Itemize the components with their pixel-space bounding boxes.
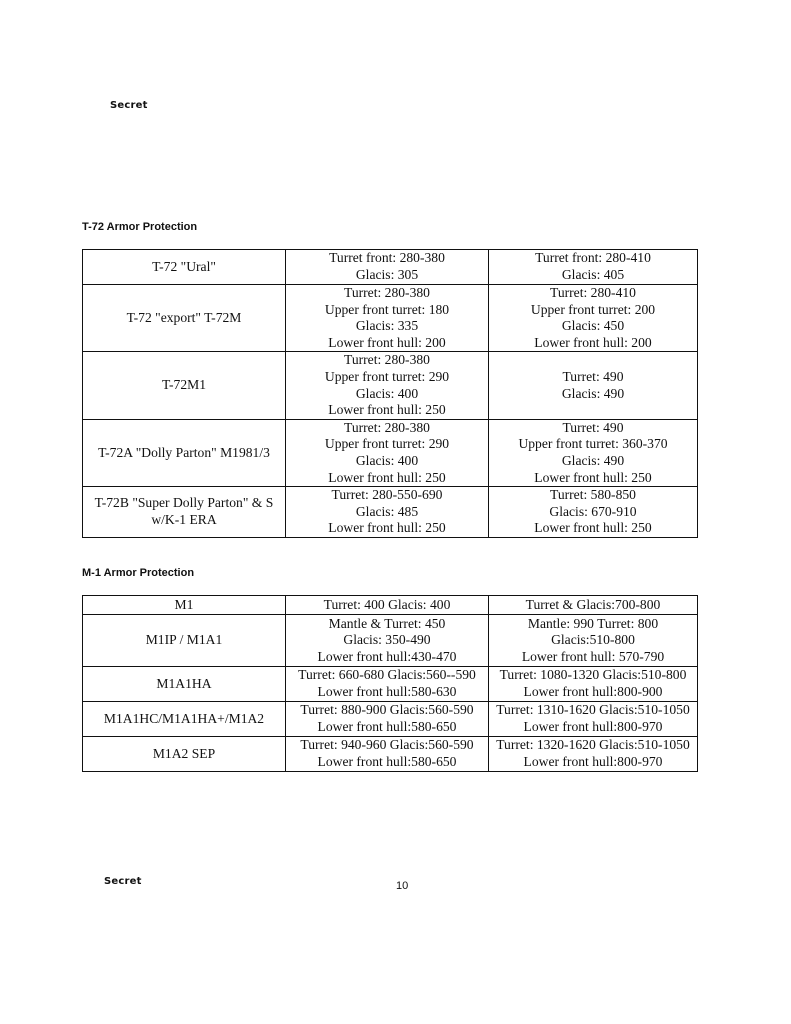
armor-value-cell — [286, 667, 489, 702]
armor-line: Lower front hull:800-970 — [523, 754, 663, 769]
armor-value-cell — [489, 487, 698, 538]
armor-line: Turret: 880-900 Glacis:560-590 — [300, 702, 474, 718]
armor-line: Glacis: 670-910 — [549, 503, 637, 519]
armor-value-cell — [489, 737, 698, 772]
armor-line: Turret: 660-680 Glacis:560--590 — [298, 667, 476, 683]
vehicle-name-cell: M1IP / M1A1 — [83, 615, 286, 667]
armor-value-cell — [286, 250, 489, 285]
armor-value-cell — [489, 596, 698, 615]
armor-line: Glacis: 405 — [561, 267, 625, 282]
armor-value-cell — [286, 596, 489, 615]
armor-value-cell — [286, 419, 489, 486]
armor-value-cell — [489, 667, 698, 702]
armor-line: Glacis: 490 — [561, 385, 625, 401]
armor-line: Turret: 940-960 Glacis:560-590 — [300, 737, 474, 753]
armor-line: Lower front hull: 200 — [534, 334, 652, 350]
armor-value-cell — [286, 615, 489, 667]
table-row — [83, 487, 698, 538]
m1-armor-table — [82, 595, 698, 772]
table-row — [83, 419, 698, 486]
armor-value-cell — [489, 250, 698, 285]
armor-line: Upper front turret: 290 — [324, 436, 450, 452]
table-row — [83, 596, 698, 615]
armor-line: Glacis: 305 — [355, 267, 419, 282]
armor-line: Turret: 280-410 — [550, 285, 636, 300]
armor-line: Glacis: 490 — [561, 452, 625, 468]
armor-line: Lower front hull:580-650 — [317, 719, 457, 734]
vehicle-name-cell: T-72 "export" T-72M — [83, 285, 286, 352]
armor-line: Lower front hull:580-650 — [317, 754, 457, 769]
armor-line: Glacis: 485 — [355, 503, 419, 519]
armor-line: Glacis:510-800 — [551, 632, 635, 648]
armor-line: Glacis: 450 — [561, 318, 625, 334]
armor-line: Lower front hull: 250 — [534, 520, 652, 536]
armor-line: Turret & Glacis:700-800 — [525, 596, 661, 612]
armor-line: Lower front hull: 200 — [328, 334, 446, 350]
armor-value-cell — [489, 615, 698, 667]
table-row — [83, 667, 698, 702]
armor-line: Turret: 280-550-690 — [331, 487, 443, 503]
vehicle-name-cell: M1A1HA — [83, 667, 286, 702]
armor-line: Turret front: 280-410 — [535, 250, 651, 266]
armor-line: Turret: 280-380 — [344, 352, 430, 368]
armor-line: Upper front turret: 180 — [324, 301, 450, 317]
armor-line: Glacis: 335 — [355, 318, 419, 334]
armor-line: Lower front hull: 250 — [328, 469, 446, 485]
armor-line: Turret: 580-850 — [550, 487, 636, 503]
table-row — [83, 615, 698, 667]
armor-line: Glacis: 400 — [355, 385, 419, 401]
armor-line: Glacis: 400 — [355, 452, 419, 468]
armor-value-cell — [489, 352, 698, 419]
armor-line: Lower front hull:800-900 — [523, 684, 663, 699]
armor-line: Lower front hull: 570-790 — [521, 648, 665, 664]
vehicle-name-cell: T-72B "Super Dolly Parton" & S w/K-1 ERA — [83, 487, 286, 538]
armor-line: Glacis: 350-490 — [343, 632, 431, 648]
classification-marking-bottom: Secret — [104, 876, 142, 887]
armor-line: Turret: 400 Glacis: 400 — [323, 596, 451, 612]
armor-value-cell — [286, 737, 489, 772]
vehicle-name-cell: T-72M1 — [83, 352, 286, 419]
armor-line: Turret: 490 — [562, 368, 624, 384]
armor-value-cell — [286, 702, 489, 737]
vehicle-name-cell: T-72 "Ural" — [83, 250, 286, 285]
armor-value-cell — [286, 285, 489, 352]
armor-line: Lower front hull: 250 — [534, 469, 652, 485]
t72-section-title: T-72 Armor Protection — [82, 221, 198, 233]
armor-line: Lower front hull: 250 — [328, 520, 446, 536]
vehicle-name-cell: T-72A "Dolly Parton" M1981/3 — [83, 419, 286, 486]
table-row — [83, 250, 698, 285]
page-number: 10 — [396, 880, 409, 892]
armor-value-cell — [489, 702, 698, 737]
armor-line: Turret: 280-380 — [344, 419, 430, 435]
armor-line: Mantle & Turret: 450 — [328, 615, 446, 631]
vehicle-name-cell: M1A2 SEP — [83, 737, 286, 772]
armor-line: Lower front hull:800-970 — [523, 719, 663, 734]
armor-line: Lower front hull:580-630 — [317, 684, 457, 699]
vehicle-name-cell: M1A1HC/M1A1HA+/M1A2 — [83, 702, 286, 737]
armor-line: Mantle: 990 Turret: 800 — [527, 615, 659, 631]
t72-armor-table — [82, 249, 698, 538]
armor-line: Turret: 1310-1620 Glacis:510-1050 — [496, 702, 690, 718]
table-row — [83, 285, 698, 352]
armor-value-cell — [489, 419, 698, 486]
armor-line: Upper front turret: 200 — [530, 301, 656, 317]
armor-line: Lower front hull: 250 — [328, 402, 446, 418]
m1-section-title: M-1 Armor Protection — [82, 567, 195, 579]
table-row — [83, 352, 698, 419]
table-row — [83, 737, 698, 772]
armor-line: Turret: 1320-1620 Glacis:510-1050 — [496, 737, 690, 753]
armor-line: Lower front hull:430-470 — [317, 648, 457, 664]
armor-line: Upper front turret: 290 — [324, 368, 450, 384]
armor-line: Turret: 1080-1320 Glacis:510-800 — [499, 667, 687, 683]
armor-line: Upper front turret: 360-370 — [518, 436, 668, 452]
vehicle-name-cell: M1 — [83, 596, 286, 615]
armor-value-cell — [286, 487, 489, 538]
armor-value-cell — [286, 352, 489, 419]
armor-line: Turret front: 280-380 — [329, 250, 445, 266]
classification-marking-top: Secret — [110, 100, 148, 111]
armor-value-cell — [489, 285, 698, 352]
armor-line: Turret: 490 — [562, 419, 624, 435]
table-row — [83, 702, 698, 737]
armor-line: Turret: 280-380 — [344, 285, 430, 300]
